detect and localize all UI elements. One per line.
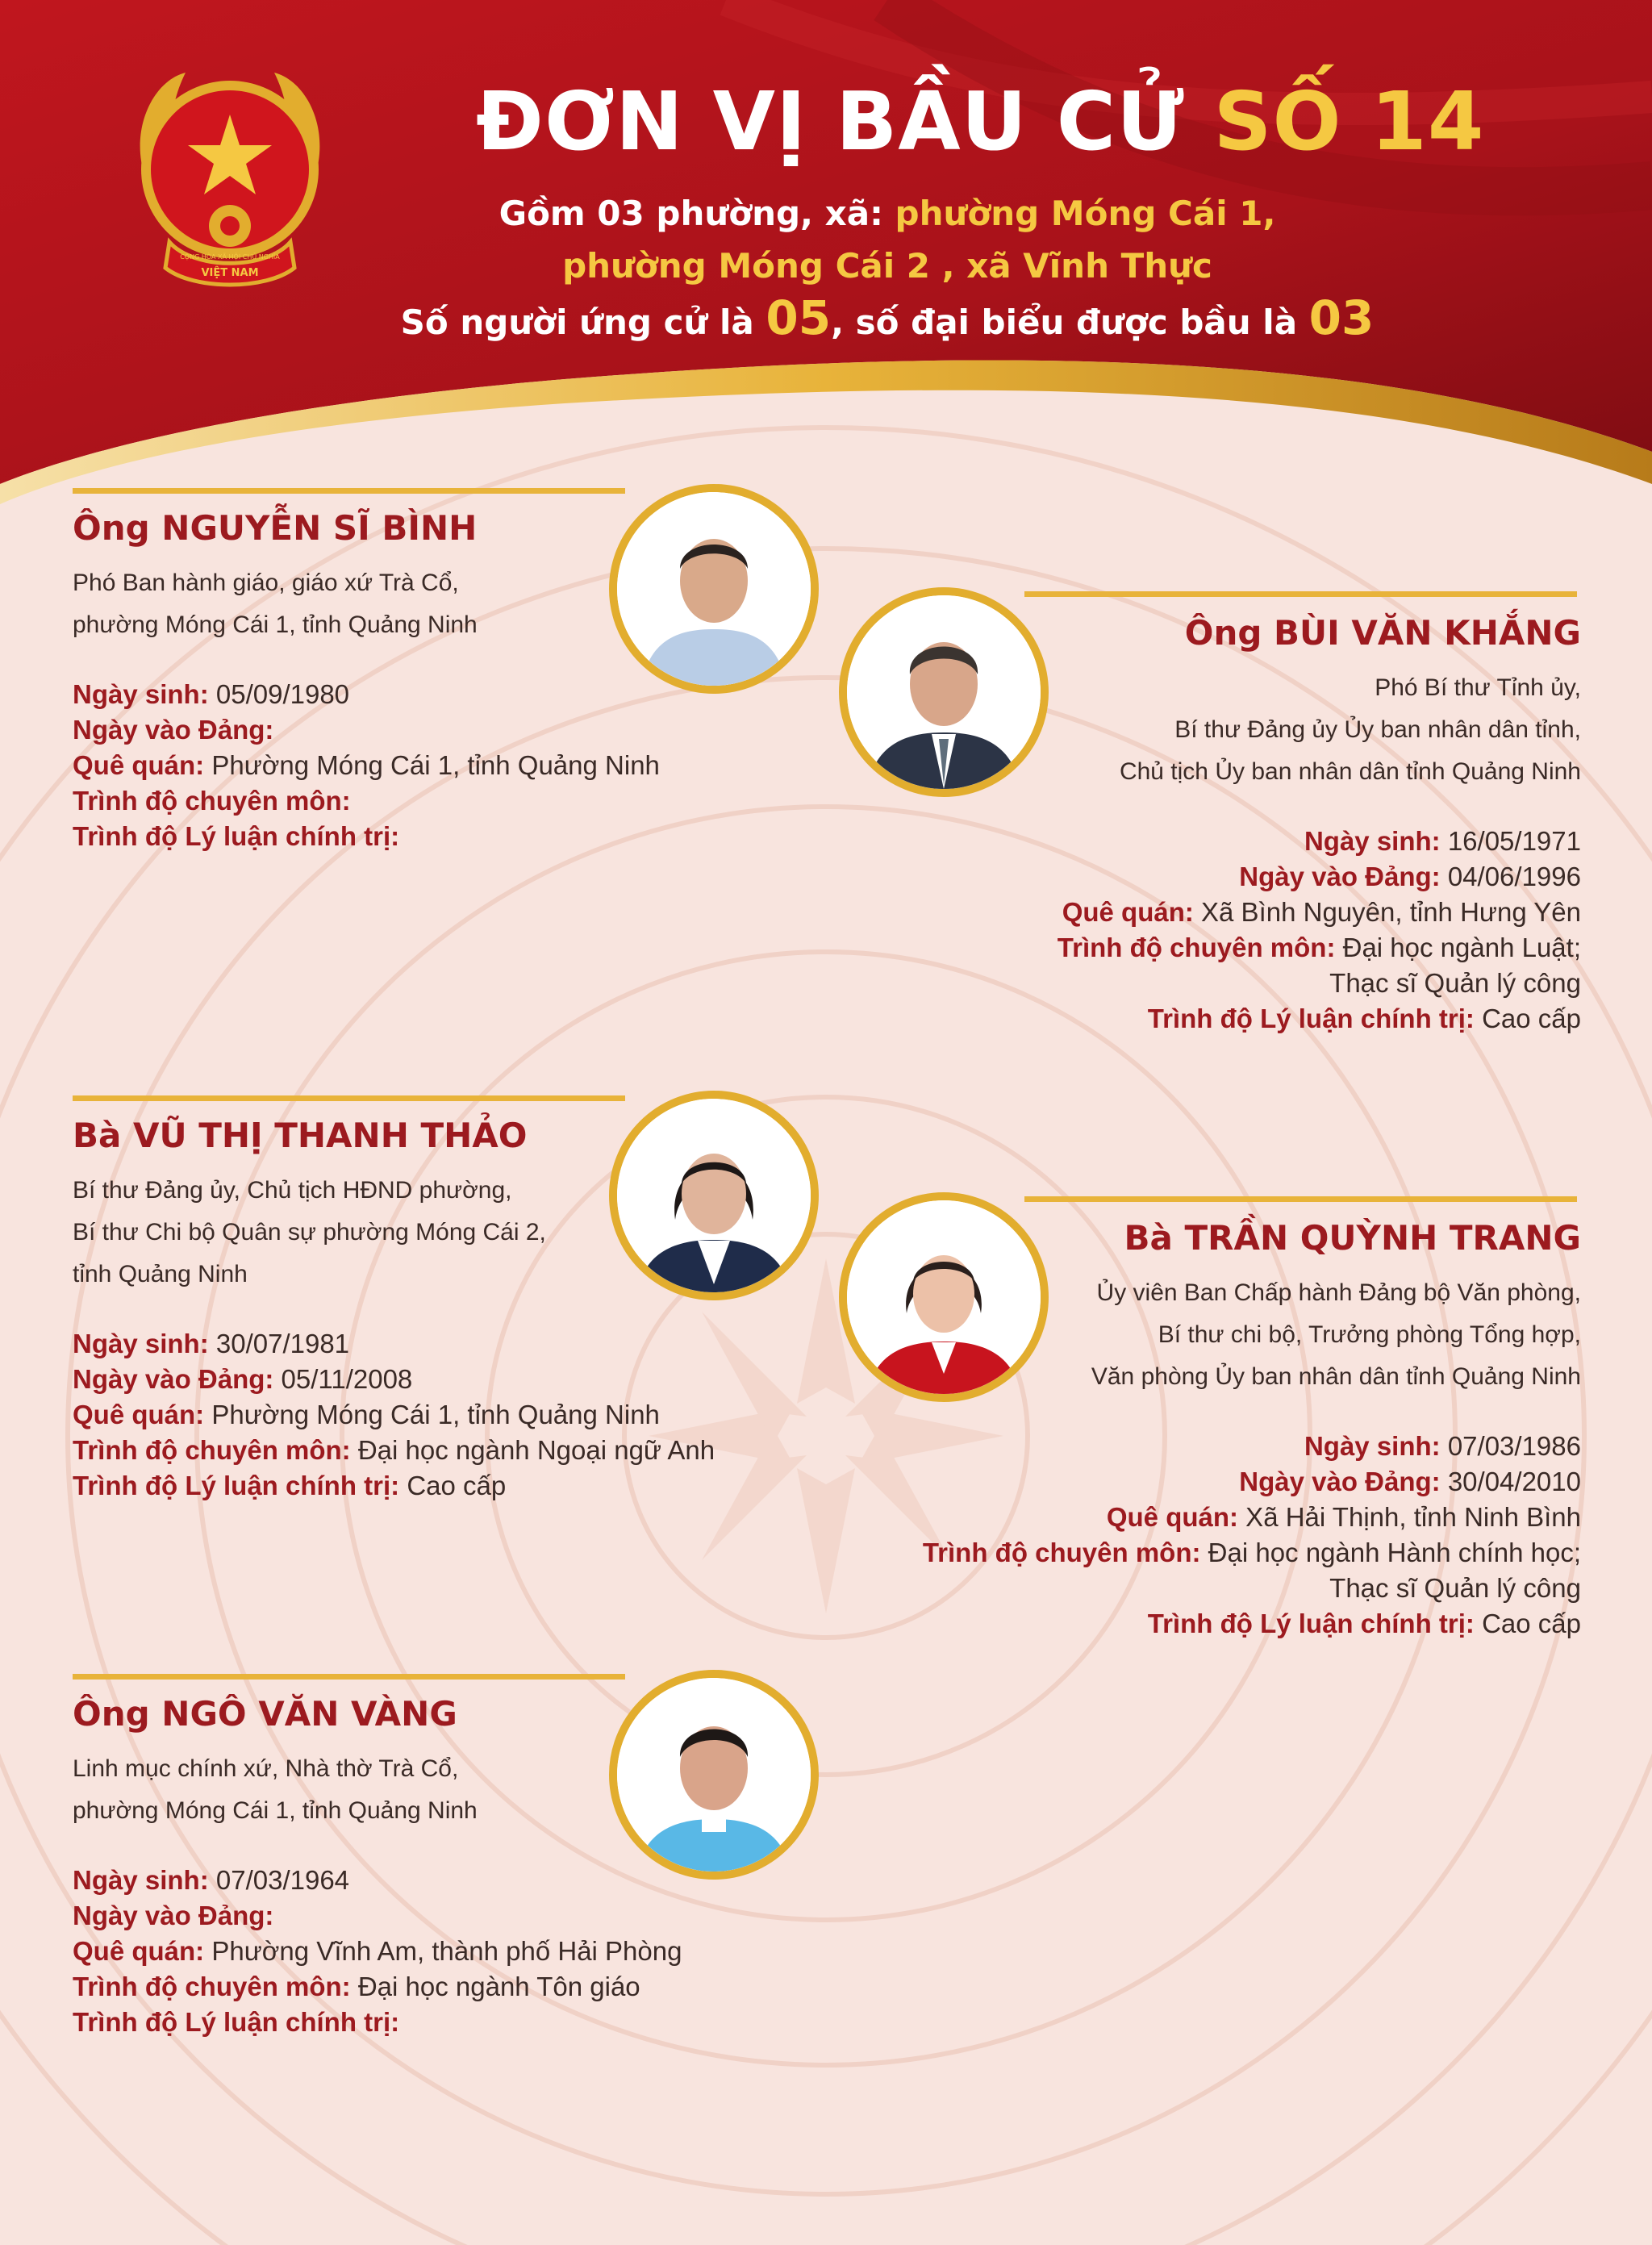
- candidate-4-party: Ngày vào Đảng: 30/04/2010: [1239, 1467, 1581, 1496]
- candidate-5-party: Ngày vào Đảng:: [73, 1901, 274, 1930]
- candidate-5-home: Quê quán: Phường Vĩnh Am, thành phố Hải Phòng: [73, 1936, 682, 1966]
- candidate-1-birth: Ngày sinh: 05/09/1980: [73, 679, 350, 709]
- candidate-2-home: Quê quán: Xã Bình Nguyên, tỉnh Hưng Yên: [1062, 897, 1581, 927]
- candidate-5: [73, 1694, 682, 2040]
- candidate-2-role-line: Bí thư Đảng ủy Ủy ban nhân dân tỉnh,: [1174, 716, 1581, 743]
- candidate-2-birth: Ngày sinh: 16/05/1971: [1304, 826, 1581, 856]
- candidate-4-home: Quê quán: Xã Hải Thịnh, tỉnh Ninh Bình: [1106, 1502, 1581, 1532]
- candidate-2-party: Ngày vào Đảng: 04/06/1996: [1239, 862, 1581, 891]
- candidate-5-edu: Trình độ chuyên môn: Đại học ngành Tôn giáo: [73, 1972, 640, 2001]
- svg-text:CỘNG HÒA XÃ HỘI CHỦ NGHĨA: CỘNG HÒA XÃ HỘI CHỦ NGHĨA: [180, 253, 280, 261]
- svg-text:VIỆT NAM: VIỆT NAM: [201, 267, 259, 279]
- candidate-3-party: Ngày vào Đảng: 05/11/2008: [73, 1364, 413, 1394]
- candidate-4-role-line: Ủy viên Ban Chấp hành Đảng bộ Văn phòng,: [1096, 1279, 1581, 1306]
- candidate-2-role-line: Phó Bí thư Tỉnh ủy,: [1375, 674, 1581, 701]
- subtitle-line-3: Số người ứng cử là 05, số đại biểu được bầu là 03: [400, 290, 1375, 345]
- candidate-4-divider: [1024, 1196, 1577, 1202]
- candidate-2-pol: Trình độ Lý luận chính trị: Cao cấp: [1147, 1004, 1581, 1033]
- candidate-4-pol: Trình độ Lý luận chính trị: Cao cấp: [1147, 1609, 1581, 1638]
- candidate-1: [73, 508, 660, 854]
- candidate-1-photo: [609, 484, 819, 694]
- candidate-1-home: Quê quán: Phường Móng Cái 1, tỉnh Quảng Ninh: [73, 750, 660, 780]
- candidate-5-role-line: Linh mục chính xứ, Nhà thờ Trà Cổ,: [73, 1755, 459, 1782]
- candidate-2-divider: [1024, 591, 1577, 597]
- candidate-3-photo: [609, 1091, 819, 1300]
- subtitle-line-2: phường Móng Cái 2 , xã Vĩnh Thực: [562, 246, 1212, 286]
- candidate-1-edu: Trình độ chuyên môn:: [73, 786, 351, 816]
- candidate-2-photo: [839, 587, 1049, 797]
- candidate-2-name: Ông BÙI VĂN KHẮNG: [1184, 613, 1581, 653]
- candidate-3-pol: Trình độ Lý luận chính trị: Cao cấp: [73, 1471, 507, 1500]
- candidate-5-pol: Trình độ Lý luận chính trị:: [73, 2007, 400, 2037]
- candidate-5-photo: [609, 1670, 819, 1880]
- candidate-1-role-line: phường Móng Cái 1, tỉnh Quảng Ninh: [73, 611, 478, 638]
- candidate-4-edu-2: Thạc sĩ Quản lý công: [1329, 1573, 1581, 1603]
- candidate-5-birth: Ngày sinh: 07/03/1964: [73, 1865, 350, 1895]
- candidate-3-role-line: Bí thư Đảng ủy, Chủ tịch HĐND phường,: [73, 1177, 512, 1204]
- candidate-3-name: Bà VŨ THỊ THANH THẢO: [73, 1116, 528, 1155]
- candidate-4-role-line: Văn phòng Ủy ban nhân dân tỉnh Quảng Ninh: [1091, 1363, 1581, 1390]
- candidate-3-role-line: Bí thư Chi bộ Quân sự phường Móng Cái 2,: [73, 1219, 546, 1246]
- candidate-4-role-line: Bí thư chi bộ, Trưởng phòng Tổng hợp,: [1158, 1321, 1581, 1348]
- candidate-5-name: Ông NGÔ VĂN VÀNG: [73, 1694, 457, 1734]
- candidate-1-party: Ngày vào Đảng:: [73, 715, 274, 745]
- candidate-3-home: Quê quán: Phường Móng Cái 1, tỉnh Quảng Ninh: [73, 1400, 660, 1429]
- candidate-2-edu: Trình độ chuyên môn: Đại học ngành Luật;: [1057, 933, 1581, 962]
- candidate-1-name: Ông NGUYỄN SĨ BÌNH: [73, 508, 478, 548]
- candidate-2-role-line: Chủ tịch Ủy ban nhân dân tỉnh Quảng Ninh: [1119, 758, 1581, 785]
- candidate-4-birth: Ngày sinh: 07/03/1986: [1304, 1431, 1581, 1461]
- candidate-3-edu: Trình độ chuyên môn: Đại học ngành Ngoại ngữ Anh: [73, 1435, 715, 1465]
- page-title: ĐƠN VỊ BẦU CỬ SỐ 14: [476, 74, 1485, 169]
- constituency-number: SỐ 14: [1213, 74, 1485, 169]
- candidate-2-edu-2: Thạc sĩ Quản lý công: [1329, 968, 1581, 998]
- candidate-4-photo: [839, 1192, 1049, 1402]
- candidate-3-birth: Ngày sinh: 30/07/1981: [73, 1329, 350, 1358]
- candidate-3-divider: [73, 1095, 625, 1101]
- candidate-3-role-line: tỉnh Quảng Ninh: [73, 1261, 248, 1287]
- candidate-1-divider: [73, 488, 625, 494]
- subtitle-line-1: Gồm 03 phường, xã: phường Móng Cái 1,: [499, 194, 1276, 233]
- candidate-4-edu: Trình độ chuyên môn: Đại học ngành Hành chính học;: [922, 1538, 1581, 1567]
- candidate-1-role-line: Phó Ban hành giáo, giáo xứ Trà Cổ,: [73, 570, 459, 596]
- candidate-1-pol: Trình độ Lý luận chính trị:: [73, 821, 400, 851]
- candidate-4-name: Bà TRẦN QUỲNH TRANG: [1124, 1218, 1581, 1258]
- candidate-5-divider: [73, 1674, 625, 1680]
- candidate-5-role-line: phường Móng Cái 1, tỉnh Quảng Ninh: [73, 1797, 478, 1824]
